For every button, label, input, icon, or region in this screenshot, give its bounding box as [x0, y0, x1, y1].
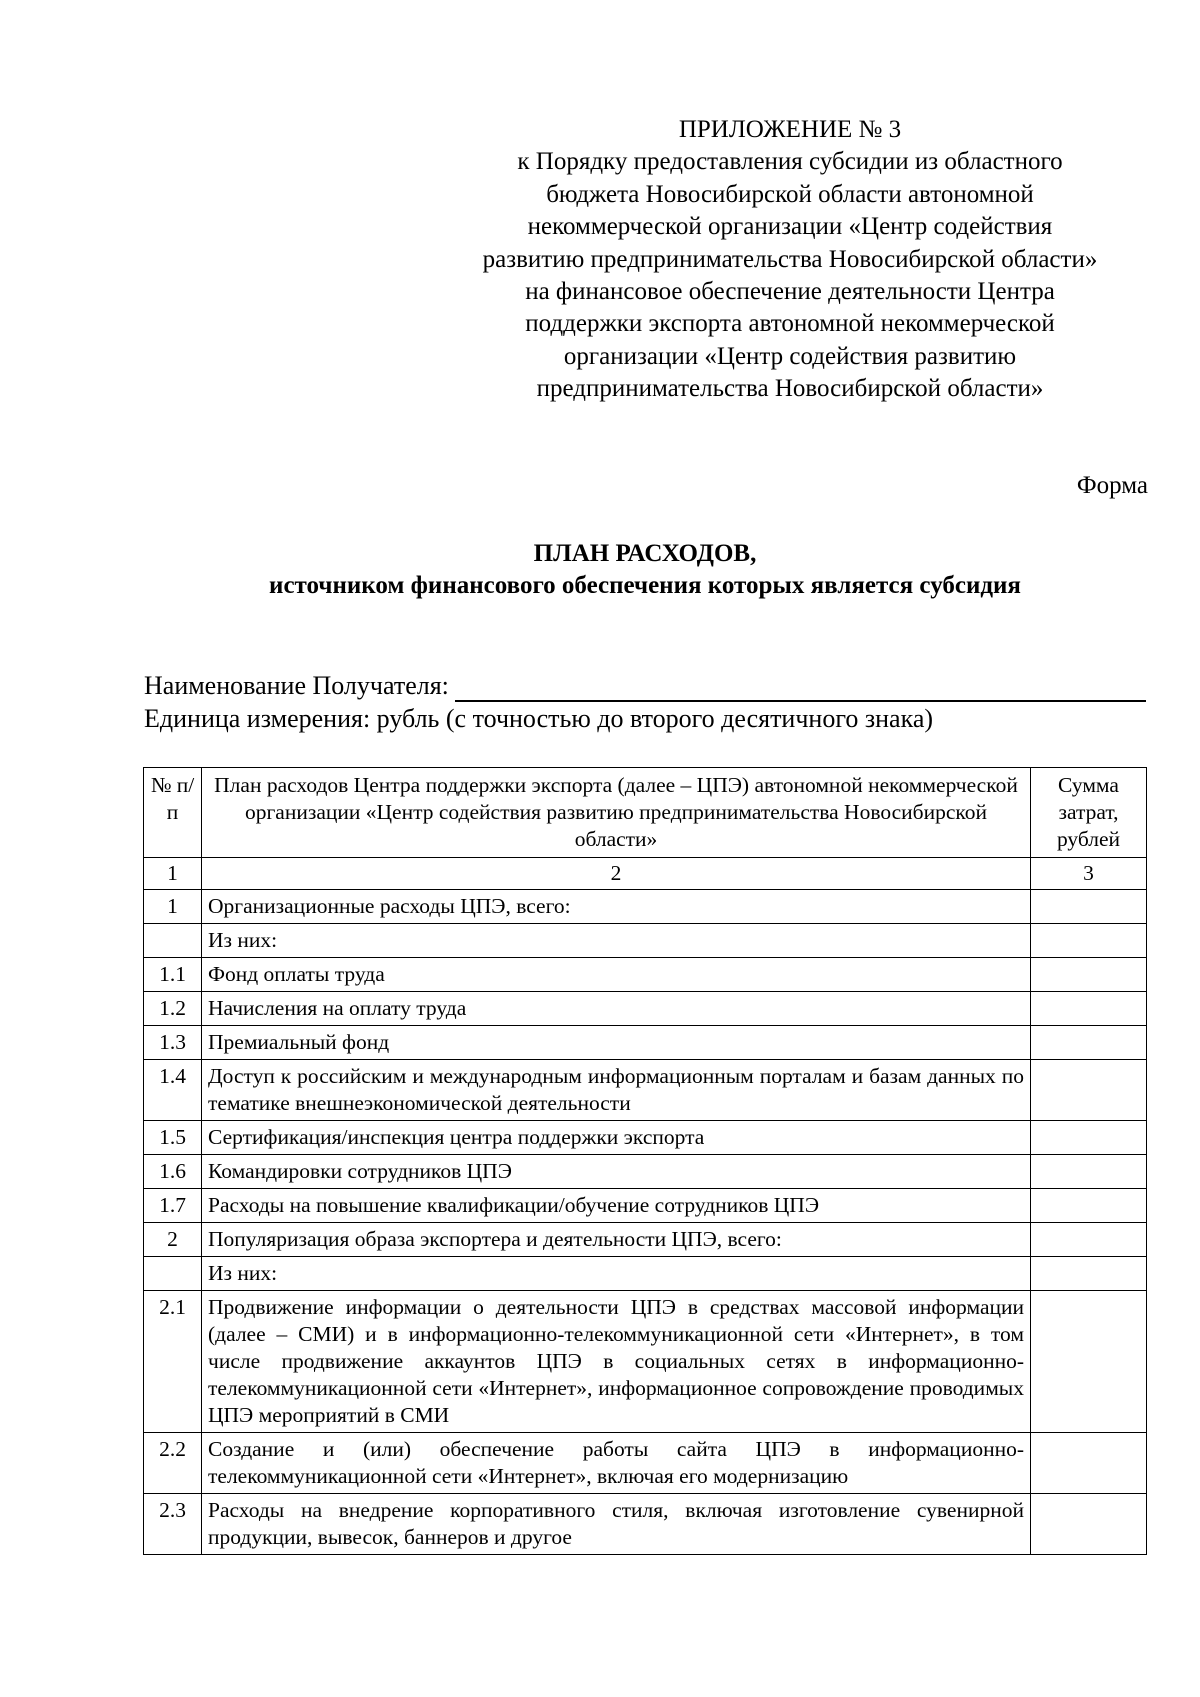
row-sum[interactable]: [1031, 1494, 1147, 1555]
table-row: [144, 1026, 1147, 1060]
row-sum[interactable]: [1031, 924, 1147, 958]
row-desc: Расходы на внедрение корпоративного стиля, включая изготовление сувенирной продукции, вывесок, баннеров и другое: [202, 1494, 1031, 1555]
table-header-row: [144, 768, 1147, 858]
row-sum[interactable]: [1031, 1291, 1147, 1433]
row-desc: Создание и (или) обеспечение работы сайта ЦПЭ в информационно-телекоммуникационной сети «Интернет», включая его модернизацию: [202, 1433, 1031, 1494]
header-desc: План расходов Центра поддержки экспорта (далее – ЦПЭ) автономной некоммерческой организации «Центр содействия развитию предпринимательства Новосибирской области»: [202, 768, 1031, 858]
row-sum[interactable]: [1031, 890, 1147, 924]
row-sum[interactable]: [1031, 1433, 1147, 1494]
row-num: 1.5: [144, 1121, 202, 1155]
row-desc: Из них:: [202, 924, 1031, 958]
row-sum[interactable]: [1031, 1189, 1147, 1223]
table-row: [144, 1155, 1147, 1189]
title-line-1: ПЛАН РАСХОДОВ,: [533, 540, 757, 567]
recipient-field: [144, 670, 1146, 702]
header-sum: Сумма затрат, рублей: [1031, 768, 1147, 858]
table-row: [144, 924, 1147, 958]
row-sum[interactable]: [1031, 992, 1147, 1026]
column-index: 2: [202, 858, 1031, 890]
table-row: [144, 890, 1147, 924]
appendix-line: организации «Центр содействия развитию: [563, 342, 1017, 370]
column-index: 1: [144, 858, 202, 890]
row-desc: Популяризация образа экспортера и деятельности ЦПЭ, всего:: [202, 1223, 1031, 1257]
row-sum[interactable]: [1031, 1121, 1147, 1155]
row-num: 1.2: [144, 992, 202, 1026]
header-num: № п/п: [144, 768, 202, 858]
table-row: [144, 1291, 1147, 1433]
row-desc: Командировки сотрудников ЦПЭ: [202, 1155, 1031, 1189]
table-row: [144, 1494, 1147, 1555]
appendix-line: поддержки экспорта автономной некоммерческой: [525, 310, 1055, 338]
row-desc: Премиальный фонд: [202, 1026, 1031, 1060]
row-num: 2.1: [144, 1291, 202, 1433]
unit-of-measure: Единица измерения: рубль (с точностью до второго десятичного знака): [144, 704, 934, 733]
appendix-line: бюджета Новосибирской области автономной: [546, 180, 1034, 208]
table-row: [144, 992, 1147, 1026]
row-desc: Организационные расходы ЦПЭ, всего:: [202, 890, 1031, 924]
table-row: [144, 1060, 1147, 1121]
table-row: [144, 1433, 1147, 1494]
appendix-line: к Порядку предоставления субсидии из областного: [517, 148, 1063, 176]
form-label: Форма: [1076, 472, 1148, 499]
row-sum[interactable]: [1031, 1060, 1147, 1121]
row-desc: Сертификация/инспекция центра поддержки экспорта: [202, 1121, 1031, 1155]
row-num: [144, 924, 202, 958]
table-row: [144, 1189, 1147, 1223]
row-num: 1.6: [144, 1155, 202, 1189]
row-num: 1: [144, 890, 202, 924]
row-desc: Продвижение информации о деятельности ЦПЭ в средствах массовой информации (далее – СМИ) и в информационно-телекоммуникационной сети «Интернет», в том числе продвижение аккаунтов ЦПЭ в социальных сетях в информационно-телекоммуникационной сети «Интернет», информационное сопровождение проводимых ЦПЭ мероприятий в СМИ: [202, 1291, 1031, 1433]
recipient-label: Наименование Получателя:: [144, 671, 449, 700]
row-num: 2.2: [144, 1433, 202, 1494]
table-row: [144, 958, 1147, 992]
table-row: [144, 1223, 1147, 1257]
appendix-header: [420, 114, 1160, 406]
row-num: [144, 1257, 202, 1291]
table-row: [144, 1121, 1147, 1155]
column-index: 3: [1031, 858, 1147, 890]
row-desc: Начисления на оплату труда: [202, 992, 1031, 1026]
table-row: [144, 1257, 1147, 1291]
row-num: 2.3: [144, 1494, 202, 1555]
row-num: 1.4: [144, 1060, 202, 1121]
expenses-table: [143, 767, 1147, 1555]
row-num: 2: [144, 1223, 202, 1257]
row-sum[interactable]: [1031, 1223, 1147, 1257]
recipient-blank-line[interactable]: [455, 673, 1146, 702]
row-num: 1.7: [144, 1189, 202, 1223]
row-num: 1.1: [144, 958, 202, 992]
title-line-2: источником финансового обеспечения которых является субсидия: [269, 572, 1021, 599]
row-desc: Доступ к российским и международным информационным порталам и базам данных по тематике внешнеэкономической деятельности: [202, 1060, 1031, 1121]
appendix-line: предпринимательства Новосибирской области»: [536, 375, 1044, 403]
column-index-row: [144, 858, 1147, 890]
row-sum[interactable]: [1031, 958, 1147, 992]
row-desc: Фонд оплаты труда: [202, 958, 1031, 992]
document-title: [144, 538, 1146, 602]
row-sum[interactable]: [1031, 1257, 1147, 1291]
row-sum[interactable]: [1031, 1155, 1147, 1189]
appendix-line: на финансовое обеспечение деятельности Центра: [525, 278, 1055, 306]
appendix-line: некоммерческой организации «Центр содействия: [527, 213, 1053, 241]
appendix-line: развитию предпринимательства Новосибирской области»: [482, 245, 1098, 273]
appendix-line: ПРИЛОЖЕНИЕ № 3: [678, 116, 902, 143]
row-desc: Из них:: [202, 1257, 1031, 1291]
row-desc: Расходы на повышение квалификации/обучение сотрудников ЦПЭ: [202, 1189, 1031, 1223]
row-num: 1.3: [144, 1026, 202, 1060]
row-sum[interactable]: [1031, 1026, 1147, 1060]
